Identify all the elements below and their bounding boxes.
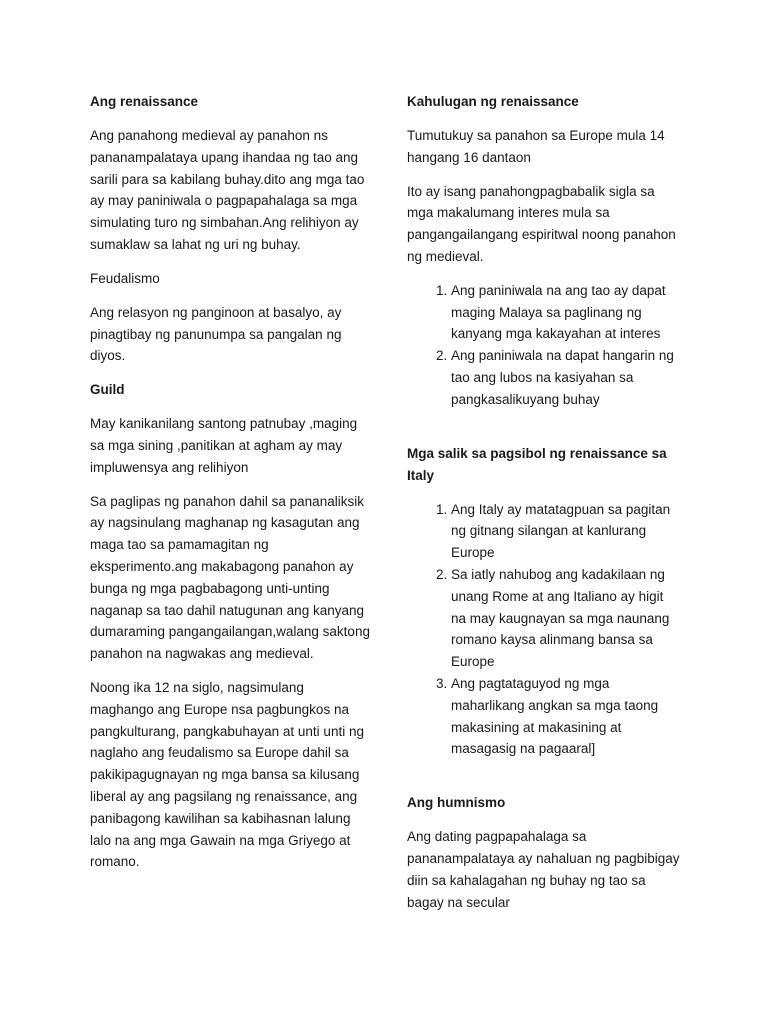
spacer [407, 423, 682, 443]
paragraph-feudalismo: Ang relasyon ng panginoon at basalyo, ay pinagtibay ng panunumpa sa pangalan ng diyos. [90, 304, 342, 364]
list-paniniwala [407, 280, 682, 411]
paragraph-paglipas: Sa paglipas ng panahon dahil sa pananaliksik ay nagsinulang maghanap ng kasagutan ang maga tao sa pamamagitan ng eksperimento.ang makabagong panahon ay bunga ng mga pagbabagong unti-unting naganap sa tao dahil natugunan ang kanyang dumaraming pangangailangan,walang saktong panahon na nagwakas ang medieval. [90, 493, 370, 662]
list-salik [407, 499, 682, 761]
right-column [407, 91, 682, 925]
paragraph-guild: May kanikanilang santong patnubay ,maging sa mga sining ,panitikan at agham ay may impluwensya ang relihiyon [90, 416, 358, 475]
paragraph-medieval: Ang panahong medieval ay panahon ns pananampalataya upang ihandaa ng tao ang sarili para sa kabilang buhay.dito ang mga tao ay may paniniwala o pagpapahalaga sa mga simulating turo ng simbahan.Ang relihiyon ay sumaklaw sa lahat ng uri ng buhay. [90, 128, 365, 252]
heading-mga-salik: Mga salik sa pagsibol ng renaissance sa Italy [407, 445, 667, 483]
heading-ang-renaissance: Ang renaissance [90, 94, 199, 109]
spacer [407, 772, 682, 792]
left-column [90, 91, 370, 885]
paragraph-tumutukuy: Tumutukuy sa panahon sa Europe mula 14 hangang 16 dantaon [407, 128, 665, 165]
list-item: 2. Ang paniniwala na dapat hangarin ng tao ang lubos na kasiyahan sa pangkasalikuyang buhay [451, 345, 682, 410]
heading-ang-humnismo: Ang humnismo [407, 795, 506, 811]
heading-feudalismo: Feudalismo [90, 270, 160, 286]
paragraph-ito-ay: Ito ay isang panahongpagbabalik sigla sa mga makalumang interes mula sa pangangailangang espiritwal noong panahon ng medieval. [407, 183, 676, 264]
list-item: 3. Ang pagtataguyod ng mga maharlikang angkan sa mga taong makasining at makasining at masagasig na pagaaral] [451, 673, 682, 760]
paragraph-dating-pagpapahalaga: Ang dating pagpapahalaga sa pananampalataya ay nahaluan ng pagbibigay diin sa kahalagahan ng buhay ng tao sa bagay na secular [407, 829, 680, 910]
list-item: 2. Sa iatly nahubog ang kadakilaan ng unang Rome at ang Italiano ay higit na may kaugnayan sa mga naunang romano kaysa alinmang bansa sa Europe [451, 564, 682, 673]
list-item: 1. Ang paniniwala na ang tao ay dapat maging Malaya sa paglinang ng kanyang mga kakayahan at interes [451, 280, 682, 345]
heading-guild: Guild [90, 382, 125, 398]
list-item: 1. Ang Italy ay matatagpuan sa pagitan ng gitnang silangan at kanlurang Europe [451, 499, 682, 564]
heading-kahulugan: Kahulugan ng renaissance [407, 94, 579, 109]
paragraph-noong-ika-12: Noong ika 12 na siglo, nagsimulang maghango ang Europe nsa pagbungkos na pangkulturang, pangkabuhayan at unti unti ng naglaho ang feudalismo sa Europe dahil sa pakikipagugnayan ng mga bansa sa kilusang liberal ay ang pagsilang ng renaissance, ang panibagong kawilihan sa kabihasnan lalung lalo na ang mga Gawain na mga Griyego at romano. [90, 679, 364, 870]
